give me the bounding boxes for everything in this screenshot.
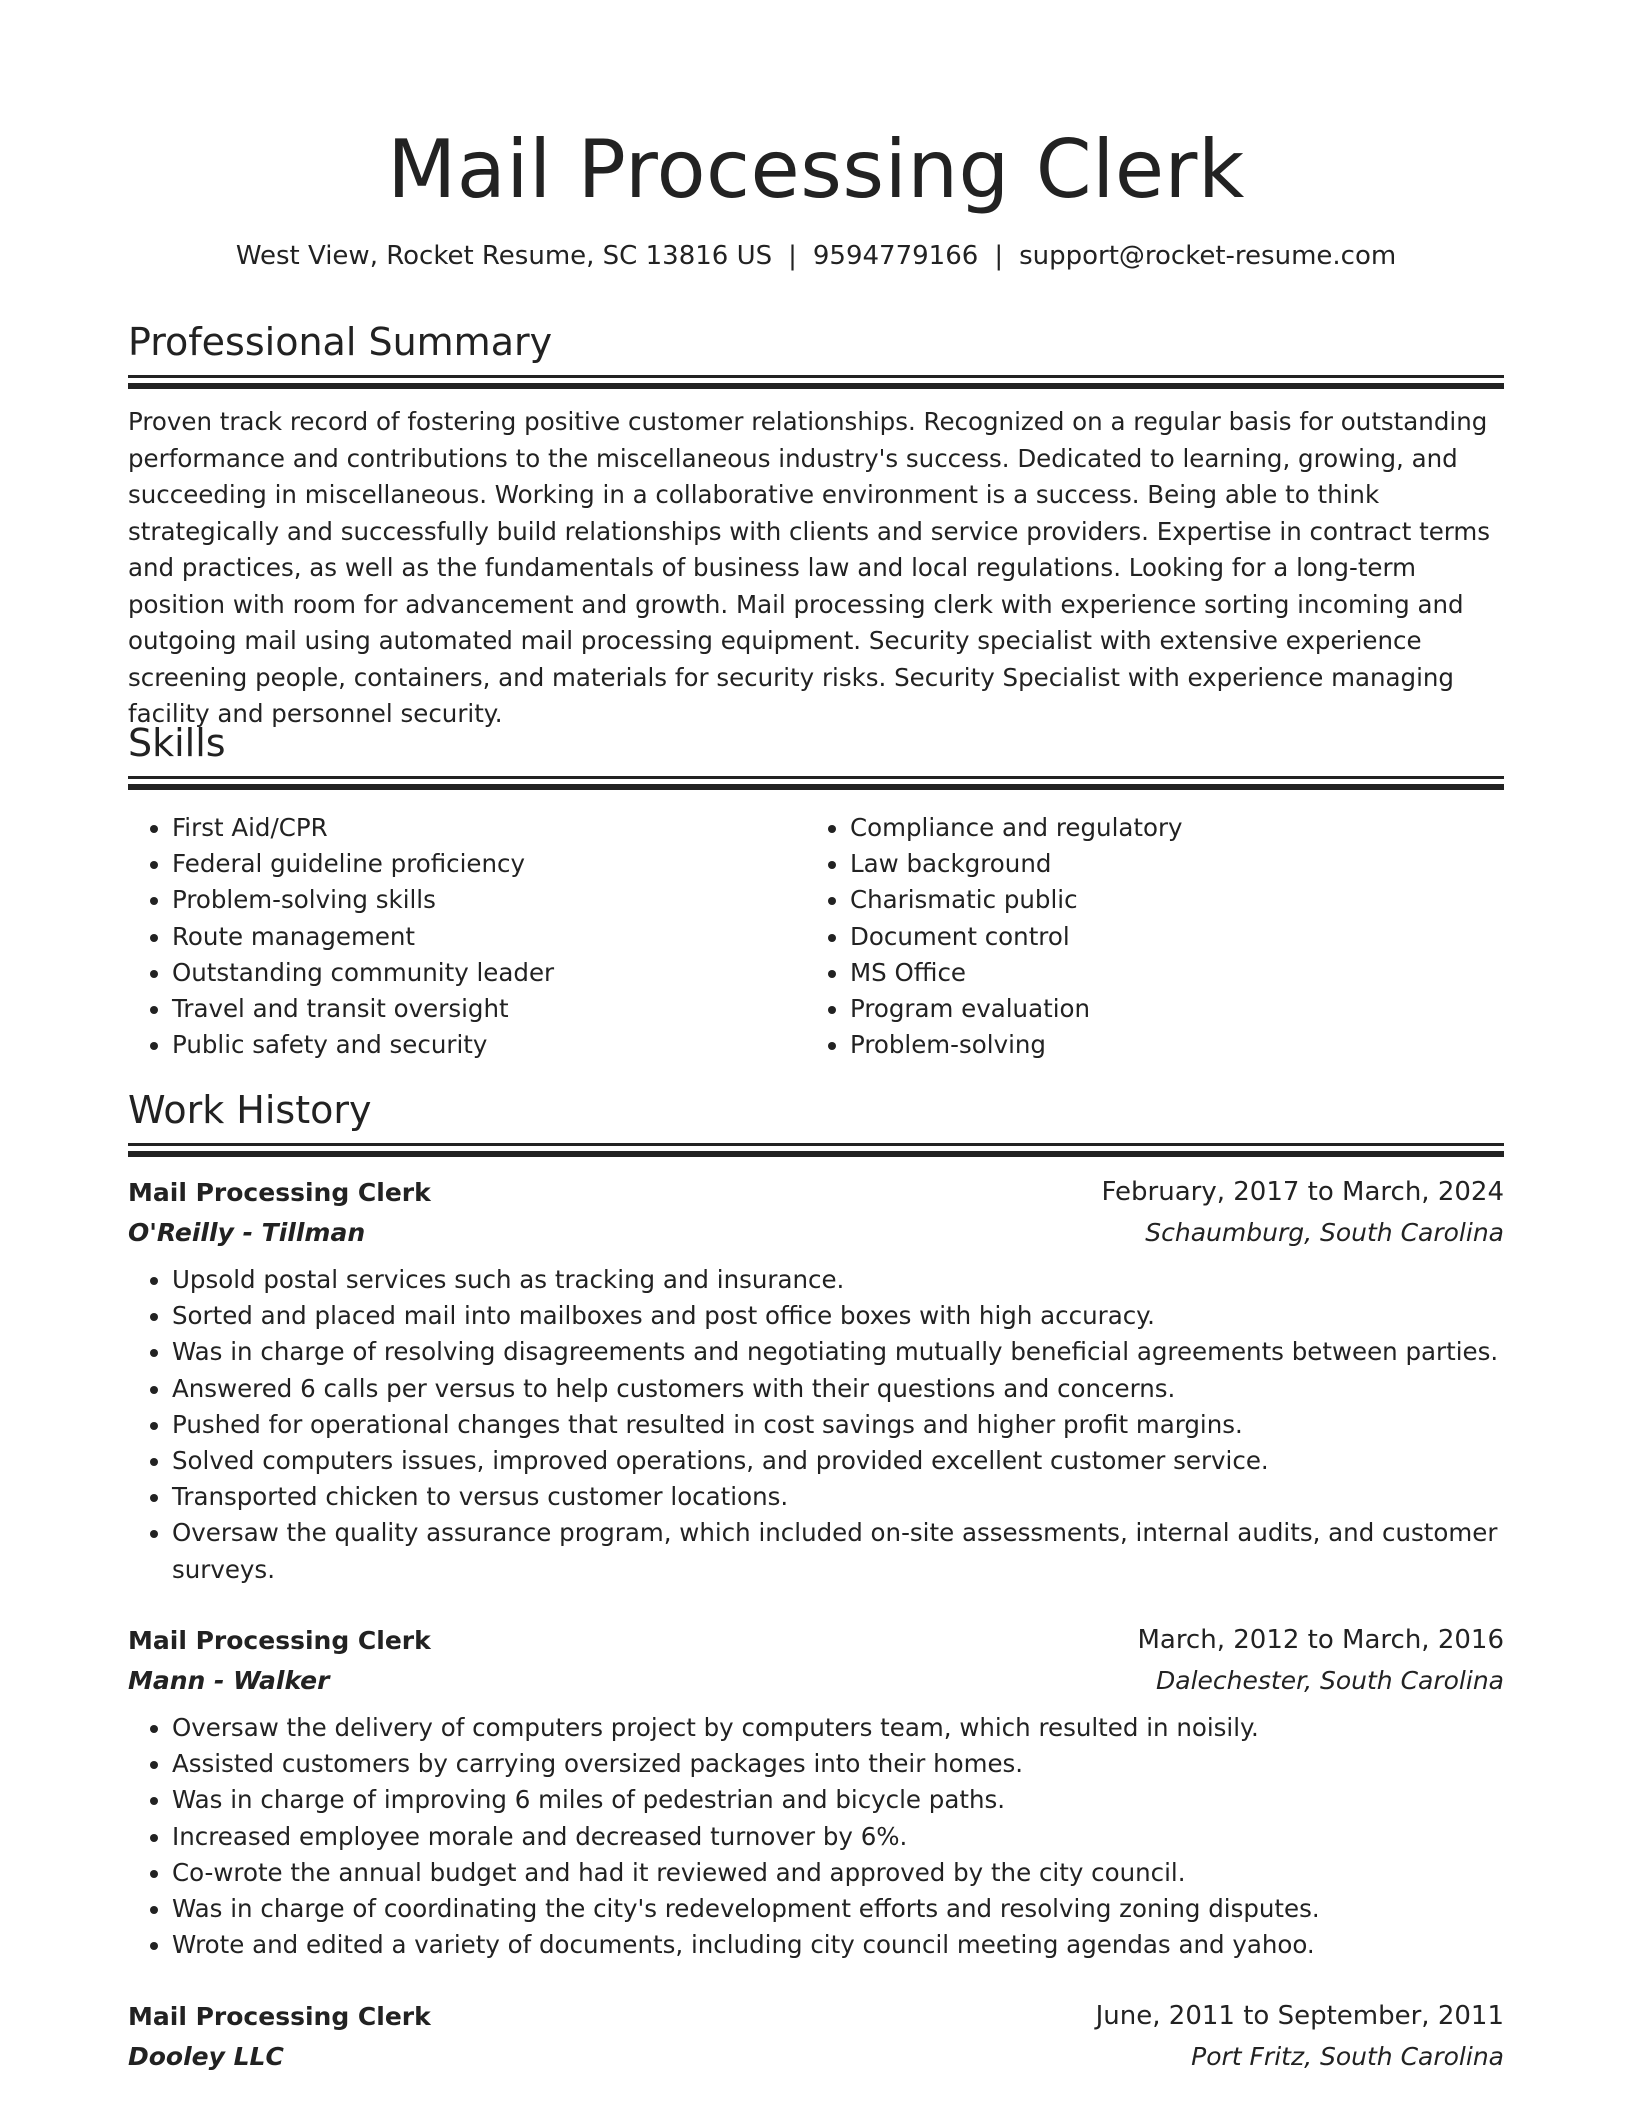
job-company: Dooley LLC xyxy=(128,2041,284,2071)
section-divider xyxy=(128,1143,1504,1146)
section-divider xyxy=(128,776,1504,779)
job-company: Mann - Walker xyxy=(128,1665,330,1695)
section-divider xyxy=(128,784,1504,790)
section-title-skills: Skills xyxy=(128,721,226,765)
contact-separator: | xyxy=(994,241,1004,271)
job-bullet: • Sorted and placed mail into mailboxes and post office boxes with high accuracy. xyxy=(172,1298,1504,1334)
job-bullet: • Upsold postal services such as tracking and insurance. xyxy=(172,1262,1504,1298)
job-bullet: • Increased employee morale and decreased turnover by 6%. xyxy=(172,1819,1504,1855)
section-divider xyxy=(128,383,1504,389)
job-bullet: • Was in charge of improving 6 miles of pedestrian and bicycle paths. xyxy=(172,1782,1504,1818)
job-bullet: • Wrote and edited a variety of documents, including city council meeting agendas and yahoo. xyxy=(172,1927,1504,1963)
job-header xyxy=(128,1620,1504,1660)
section-divider xyxy=(128,1151,1504,1157)
job-subheader xyxy=(128,1212,1504,1252)
summary-text: Proven track record of fostering positive customer relationships. Recognized on a regular basis for outstanding performance and contributions to the miscellaneous industry's success. Dedicated to learning, growing, and succeeding in miscellaneous. Working in a collaborative environment is a success. Being able to think strategically and successfully build relationships with clients and service providers. Expertise in contract terms and practices, as well as the fundamentals of business law and local regulations. Looking for a long-term position with room for advancement and growth. Mail processing clerk with experience sorting incoming and outgoing mail using automated mail processing equipment. Security specialist with extensive experience screening people, containers, and materials for security risks. Security Specialist with experience managing facility and personnel security. xyxy=(128,407,1491,728)
job-bullet: • Transported chicken to versus customer locations. xyxy=(172,1479,1504,1515)
skill-item: • Public safety and security xyxy=(172,1027,806,1063)
job-title: Mail Processing Clerk xyxy=(128,2001,431,2031)
job-entry xyxy=(128,1620,1504,1963)
skill-item: • Law background xyxy=(850,846,1484,882)
contact-address: West View, Rocket Resume, SC 13816 US xyxy=(235,241,773,271)
contact-email: support@rocket-resume.com xyxy=(1019,241,1397,271)
job-header xyxy=(128,1996,1504,2036)
contact-line xyxy=(128,238,1504,274)
job-header xyxy=(128,1172,1504,1212)
job-bullet: • Was in charge of resolving disagreements and negotiating mutually beneficial agreements between parties. xyxy=(172,1334,1504,1370)
skill-item: • Charismatic public xyxy=(850,882,1484,918)
skills-list xyxy=(128,810,1504,1063)
skill-item: • MS Office xyxy=(850,955,1484,991)
job-dates: March, 2012 to March, 2016 xyxy=(1137,1625,1504,1655)
skill-item: • Document control xyxy=(850,919,1484,955)
job-bullet: • Oversaw the quality assurance program, which included on-site assessments, internal audits, and customer surveys. xyxy=(172,1515,1504,1587)
job-dates: June, 2011 to September, 2011 xyxy=(1095,2001,1504,2031)
job-location: Dalechester, South Carolina xyxy=(1156,1665,1504,1695)
job-company: O'Reilly - Tillman xyxy=(128,1217,366,1247)
job-subheader xyxy=(128,1660,1504,1700)
skill-item: • Compliance and regulatory xyxy=(850,810,1484,846)
skill-item: • Program evaluation xyxy=(850,991,1484,1027)
skill-item: • First Aid/CPR xyxy=(172,810,806,846)
job-location: Port Fritz, South Carolina xyxy=(1191,2041,1504,2071)
skill-item: • Route management xyxy=(172,919,806,955)
contact-separator: | xyxy=(788,241,797,271)
skill-item: • Federal guideline proficiency xyxy=(172,846,806,882)
job-bullet: • Solved computers issues, improved operations, and provided excellent customer service. xyxy=(172,1443,1504,1479)
skill-item: • Problem-solving skills xyxy=(172,882,806,918)
job-title: Mail Processing Clerk xyxy=(128,1625,431,1655)
job-bullet: • Was in charge of coordinating the city's redevelopment efforts and resolving zoning disputes. xyxy=(172,1891,1504,1927)
job-bullets xyxy=(128,1262,1504,1588)
skills-column-right xyxy=(806,810,1484,1063)
skill-item: • Outstanding community leader xyxy=(172,955,806,991)
job-entry xyxy=(128,1172,1504,1588)
job-bullet: • Assisted customers by carrying oversized packages into their homes. xyxy=(172,1746,1504,1782)
skill-item: • Travel and transit oversight xyxy=(172,991,806,1027)
section-divider xyxy=(128,375,1504,378)
section-title-work-history: Work History xyxy=(128,1088,372,1132)
job-bullet: • Co-wrote the annual budget and had it reviewed and approved by the city council. xyxy=(172,1855,1504,1891)
resume-name: Mail Processing Clerk xyxy=(387,123,1245,216)
job-bullet: • Oversaw the delivery of computers project by computers team, which resulted in noisily. xyxy=(172,1710,1504,1746)
job-dates: February, 2017 to March, 2024 xyxy=(1101,1177,1504,1207)
skills-column-left xyxy=(128,810,806,1063)
skill-item: • Problem-solving xyxy=(850,1027,1484,1063)
job-bullets xyxy=(128,1710,1504,1963)
contact-phone: 9594779166 xyxy=(812,241,979,271)
job-bullet: • Answered 6 calls per versus to help customers with their questions and concerns. xyxy=(172,1371,1504,1407)
job-entry xyxy=(128,1996,1504,2076)
job-subheader xyxy=(128,2036,1504,2076)
job-location: Schaumburg, South Carolina xyxy=(1145,1217,1504,1247)
job-title: Mail Processing Clerk xyxy=(128,1177,431,1207)
section-title-summary: Professional Summary xyxy=(128,320,553,364)
job-bullet: • Pushed for operational changes that resulted in cost savings and higher profit margins. xyxy=(172,1407,1504,1443)
